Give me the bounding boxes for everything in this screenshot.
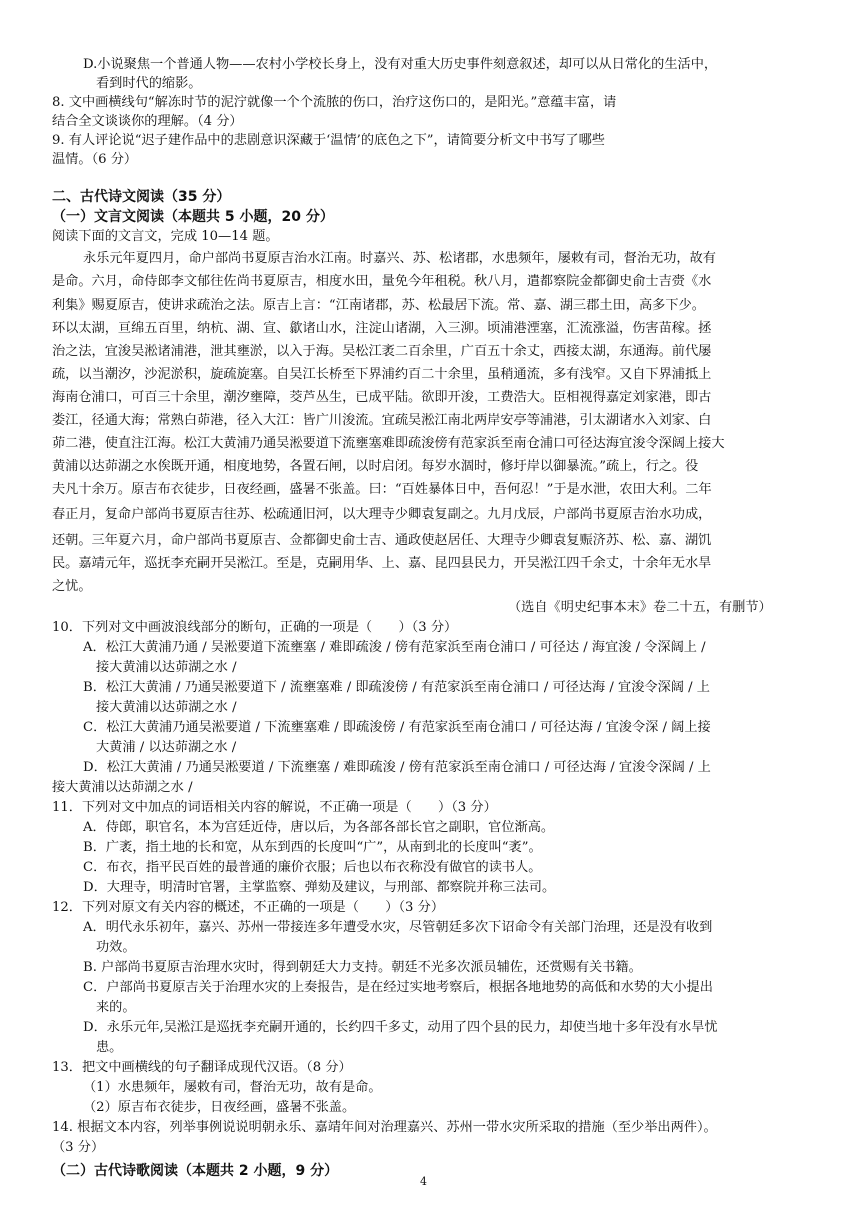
text-line: C．布衣，指平民百姓的最普通的廉价衣服；后也以布衣称没有做官的读书人。 — [83, 860, 542, 875]
text-line: 茆二港，使直注江海。松江大黄浦乃通吴淞要道下流壅塞难即疏浚傍有范家浜至南仓浦口可径达海宜浚令深阔上接大 — [52, 436, 725, 451]
text-line: B. 户部尚书夏原吉治理水灾时，得到朝廷大力支持。朝廷不光多次派员辅佐，还赏赐有关书籍。 — [83, 960, 642, 975]
text-line: 阅读下面的文言文，完成 10—14 题。 — [52, 229, 279, 244]
section-heading: 二、古代诗文阅读（35 分） — [52, 189, 231, 205]
text-line: 结合全文谈谈你的理解。（4 分） — [52, 114, 243, 129]
page-number: 4 — [420, 1175, 427, 1188]
text-line: 黄浦以达茆湖之水俟既开通，相度地势，各置石闸，以时启闭。每岁水涸时，修圩岸以御暴流。”疏上，行之。役 — [52, 459, 699, 474]
text-line: 功效。 — [96, 940, 136, 955]
text-line: 治之法，宜浚吴淞诸浦港，泄其壅淤，以入于海。吴松江袤二百余里，广百五十余丈，西接太湖，东通海。前代屡 — [52, 344, 712, 359]
text-line: A．松江大黄浦乃通 / 吴淞要道下流壅塞 / 难即疏浚 / 傍有范家浜至南仓浦口 / 可径达 / 海宜浚 / 令深阔上 / — [83, 640, 706, 655]
text-line: 11．下列对文中加点的词语相关内容的解说，不正确一项是（ ）（3 分） — [52, 800, 497, 815]
text-line: 10．下列对文中画波浪线部分的断句，正确的一项是（ ）（3 分） — [52, 620, 458, 635]
text-line: 环以太湖，亘绵五百里，纳杭、湖、宣、歙诸山水，注淀山诸湖，入三泖。顷浦港湮塞，汇流涨溢，伤害苗稼。拯 — [52, 321, 712, 336]
text-line: 疏，以当潮汐，沙泥淤积，旋疏旋塞。自吴江长桥至下界浦约百二十余里，虽稍通流，多有浅窄。又自下界浦抵上 — [52, 367, 712, 382]
text-line: 还朝。三年夏六月，命户部尚书夏原吉、佥都御史俞士吉、通政使赵居任、大理寺少卿袁复赈济苏、松、嘉、湖饥 — [52, 533, 712, 548]
text-line: 民。嘉靖元年，巡抚李充嗣开吴淞江。至是，克嗣用华、上、嘉、昆四县民力，开吴淞江四千余丈，十余年无水旱 — [52, 556, 712, 571]
text-line: 娄江，径通大海；常熟白茆港，径入大江：皆广川浚流。宜疏吴淞江南北两岸安亭等浦港，引太湖诸水入刘家、白 — [52, 413, 712, 428]
text-line: 接大黄浦以达茆湖之水 / — [96, 660, 237, 675]
text-line: 9. 有人评论说“迟子建作品中的悲剧意识深藏于‘温情’的底色之下”，请简要分析文中书写了哪些 — [52, 133, 605, 148]
text-line: （1）水患频年，屡敕有司，督治无功，故有是命。 — [83, 1080, 382, 1095]
text-line: D．大理寺，明清时官署，主掌监察、弹劾及建议，与刑部、都察院并称三法司。 — [83, 880, 556, 895]
text-line: 患。 — [96, 1040, 123, 1055]
text-line: 看到时代的缩影。 — [96, 76, 202, 91]
section-heading: （一）文言文阅读（本题共 5 小题，20 分） — [52, 209, 334, 225]
text-line: D．永乐元年,吴淞江是巡抚李充嗣开通的，长约四千多丈，动用了四个县的民力，却使当地十多年没有水旱忧 — [83, 1020, 718, 1035]
text-line: 接大黄浦以达茆湖之水 / — [96, 700, 237, 715]
text-line: 是命。六月，命侍郎李文郁往佐尚书夏原吉，相度水田，量免今年租税。秋八月，遣都察院金都御史俞士吉赍《水 — [52, 274, 712, 289]
text-line: B．松江大黄浦 / 乃通吴淞要道下 / 流壅塞难 / 即疏浚傍 / 有范家浜至南仓浦口 / 可径达海 / 宜浚令深阔 / 上 — [83, 680, 710, 695]
text-line: 夫凡十余万。原吉布衣徒步，日夜经画，盛暑不张盖。曰：“百姓暴体日中，吾何忍！”于是水泄，农田大利。二年 — [52, 482, 712, 497]
text-line: A．侍郎，职官名，本为宫廷近侍，唐以后，为各部各部长官之副职，官位渐高。 — [83, 820, 555, 835]
text-line: 海南仓浦口，可百三十余里，潮汐壅障，茭芦丛生，已成平陆。欲即开浚，工费浩大。臣相视得嘉定刘家港，即古 — [52, 390, 712, 405]
text-line: （选自《明史纪事本末》卷二十五，有删节） — [508, 600, 772, 615]
text-line: 永乐元年夏四月，命户部尚书夏原吉治水江南。时嘉兴、苏、松诸郡，水患频年，屡敕有司，督治无功，故有 — [83, 251, 716, 266]
text-line: 8. 文中画横线句“解冻时节的泥泞就像一个个流脓的伤口，治疗这伤口的，是阳光。”意蕴丰富，请 — [52, 95, 617, 110]
text-line: 利集》赐夏原吉，使讲求疏治之法。原吉上言：“江南诸郡，苏、松最居下流。常、嘉、湖三郡土田，高多下少。 — [52, 298, 705, 313]
text-line: 来的。 — [96, 1000, 136, 1015]
text-line: 14. 根据文本内容，列举事例说说明朝永乐、嘉靖年间对治理嘉兴、苏州一带水灾所采取的措施（至少举出两件）。 — [52, 1120, 717, 1135]
text-line: D．松江大黄浦 / 乃通吴淞要道 / 下流壅塞 / 难即疏浚 / 傍有范家浜至南仓浦口 / 可径达海 / 宜浚令深阔 / 上 — [83, 760, 711, 775]
text-line: 13．把文中画横线的句子翻译成现代汉语。（8 分） — [52, 1060, 352, 1075]
text-line: （3 分） — [52, 1140, 105, 1155]
text-line: C．户部尚书夏原吉关于治理水灾的上奏报告，是在经过实地考察后，根据各地地势的高低和水势的大小提出 — [83, 980, 713, 995]
text-line: A．明代永乐初年，嘉兴、苏州一带接连多年遭受水灾，尽管朝廷多次下诏命令有关部门治理，还是没有收到 — [83, 920, 713, 935]
text-line: （2）原吉布衣徒步，日夜经画，盛暑不张盖。 — [83, 1100, 356, 1115]
text-line: 之忧。 — [52, 579, 92, 594]
text-line: D.小说聚焦一个普通人物——农村小学校长身上，没有对重大历史事件刻意叙述，却可以从日常化的生活中， — [83, 57, 718, 72]
text-line: 接大黄浦以达茆湖之水 / — [52, 780, 193, 795]
section-heading: （二）古代诗歌阅读（本题共 2 小题，9 分） — [52, 1163, 339, 1179]
text-line: 12．下列对原文有关内容的概述，不正确的一项是（ ）（3 分） — [52, 900, 445, 915]
text-line: 温情。（6 分） — [52, 152, 138, 167]
text-line: B．广袤，指土地的长和宽，从东到西的长度叫“广”，从南到北的长度叫“袤”。 — [83, 840, 542, 855]
text-line: 春正月，复命户部尚书夏原吉往苏、松疏通旧河，以大理寺少卿袁复副之。九月戊辰，户部尚书夏原吉治水功成， — [52, 507, 712, 522]
text-line: C．松江大黄浦乃通吴淞要道 / 下流壅塞难 / 即疏浚傍 / 有范家浜至南仓浦口 / 可径达海 / 宜浚令深 / 阔上接 — [83, 720, 711, 735]
text-line: 大黄浦 / 以达茆湖之水 / — [96, 740, 237, 755]
